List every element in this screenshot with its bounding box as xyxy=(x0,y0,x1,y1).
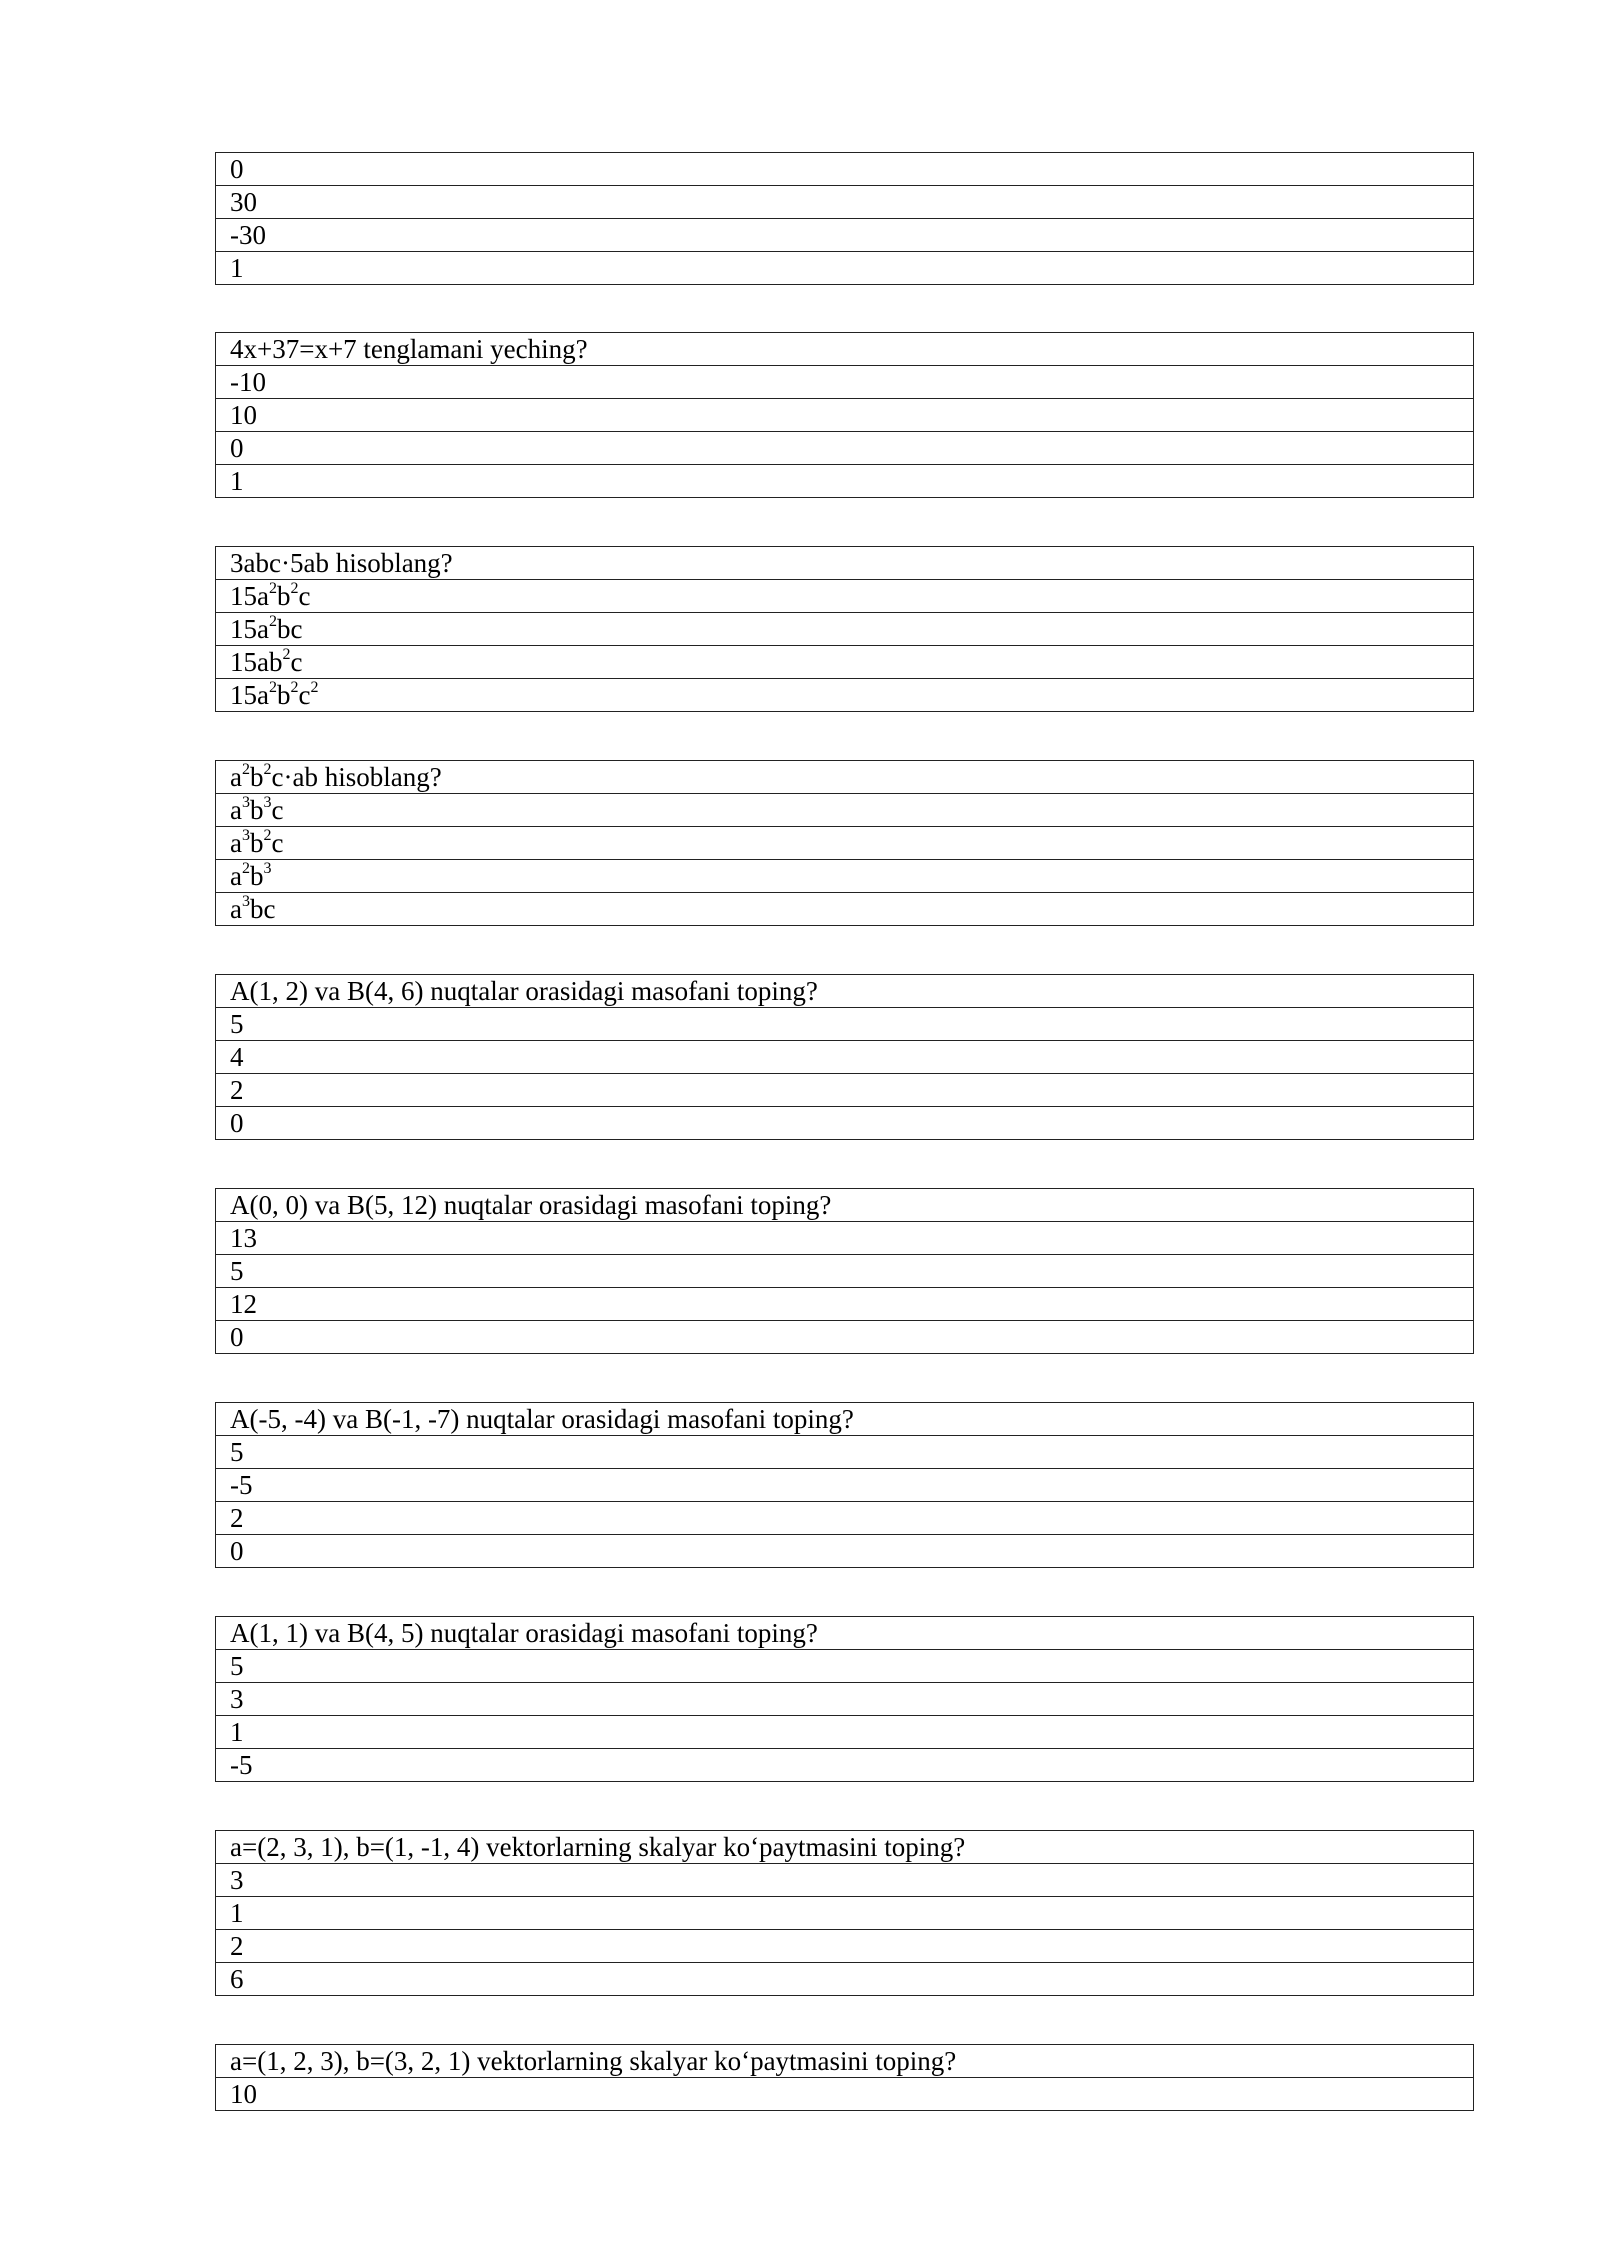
answer-option: -10 xyxy=(216,366,1474,399)
question-text: a=(1, 2, 3), b=(3, 2, 1) vektorlarning skalyar ko‘paytmasini toping? xyxy=(216,2045,1474,2078)
question-table xyxy=(215,1188,1474,1354)
question-text: A(1, 2) va B(4, 6) nuqtalar orasidagi masofani toping? xyxy=(216,975,1474,1008)
answer-option: 10 xyxy=(216,2078,1474,2111)
question-text: 3abc·5ab hisoblang? xyxy=(216,547,1474,580)
answer-option: 3 xyxy=(216,1683,1474,1716)
answer-option: 6 xyxy=(216,1963,1474,1996)
answer-option: $15a^2b^2c$ xyxy=(216,580,1474,613)
answer-option: $15ab^2c$ xyxy=(216,646,1474,679)
answer-option: 2 xyxy=(216,1502,1474,1535)
question-table xyxy=(215,1402,1474,1568)
question-text: $a^2b^2c\cdot ab$ hisoblang? xyxy=(216,761,1474,794)
answer-option: 1 xyxy=(216,465,1474,498)
answer-option: 0 xyxy=(216,1321,1474,1354)
answer-option: 13 xyxy=(216,1222,1474,1255)
question-table xyxy=(215,2044,1474,2111)
question-table xyxy=(215,1830,1474,1996)
answer-option: 4 xyxy=(216,1041,1474,1074)
answer-option: -5 xyxy=(216,1749,1474,1782)
answer-option: -30 xyxy=(216,219,1474,252)
answer-option: $a^3bc$ xyxy=(216,893,1474,926)
question-text: A(0, 0) va B(5, 12) nuqtalar orasidagi masofani toping? xyxy=(216,1189,1474,1222)
answer-option: $a^3b^2c$ xyxy=(216,827,1474,860)
answer-option: 30 xyxy=(216,186,1474,219)
answer-option: 10 xyxy=(216,399,1474,432)
question-table xyxy=(215,974,1474,1140)
answer-option: 0 xyxy=(216,432,1474,465)
answer-option: 12 xyxy=(216,1288,1474,1321)
answer-option: $a^3b^3c$ xyxy=(216,794,1474,827)
answer-option: $15a^2b^2c^2$ xyxy=(216,679,1474,712)
question-text: A(-5, -4) va B(-1, -7) nuqtalar orasidagi masofani toping? xyxy=(216,1403,1474,1436)
answer-option: 5 xyxy=(216,1436,1474,1469)
question-table xyxy=(215,152,1474,285)
answer-option: $a^2b^3$ xyxy=(216,860,1474,893)
answer-option: 1 xyxy=(216,1716,1474,1749)
answer-option: 0 xyxy=(216,153,1474,186)
question-table xyxy=(215,760,1474,926)
answer-option: -5 xyxy=(216,1469,1474,1502)
question-text: 4x+37=x+7 tenglamani yeching? xyxy=(216,333,1474,366)
question-text: A(1, 1) va B(4, 5) nuqtalar orasidagi masofani toping? xyxy=(216,1617,1474,1650)
answer-option: $15a^2bc$ xyxy=(216,613,1474,646)
question-table xyxy=(215,332,1474,498)
answer-option: 1 xyxy=(216,1897,1474,1930)
question-table xyxy=(215,546,1474,712)
answer-option: 0 xyxy=(216,1535,1474,1568)
answer-option: 2 xyxy=(216,1074,1474,1107)
answer-option: 1 xyxy=(216,252,1474,285)
answer-option: 2 xyxy=(216,1930,1474,1963)
answer-option: 5 xyxy=(216,1008,1474,1041)
question-text: a=(2, 3, 1), b=(1, -1, 4) vektorlarning skalyar ko‘paytmasini toping? xyxy=(216,1831,1474,1864)
answer-option: 5 xyxy=(216,1650,1474,1683)
answer-option: 0 xyxy=(216,1107,1474,1140)
answer-option: 5 xyxy=(216,1255,1474,1288)
answer-option: 3 xyxy=(216,1864,1474,1897)
question-table xyxy=(215,1616,1474,1782)
